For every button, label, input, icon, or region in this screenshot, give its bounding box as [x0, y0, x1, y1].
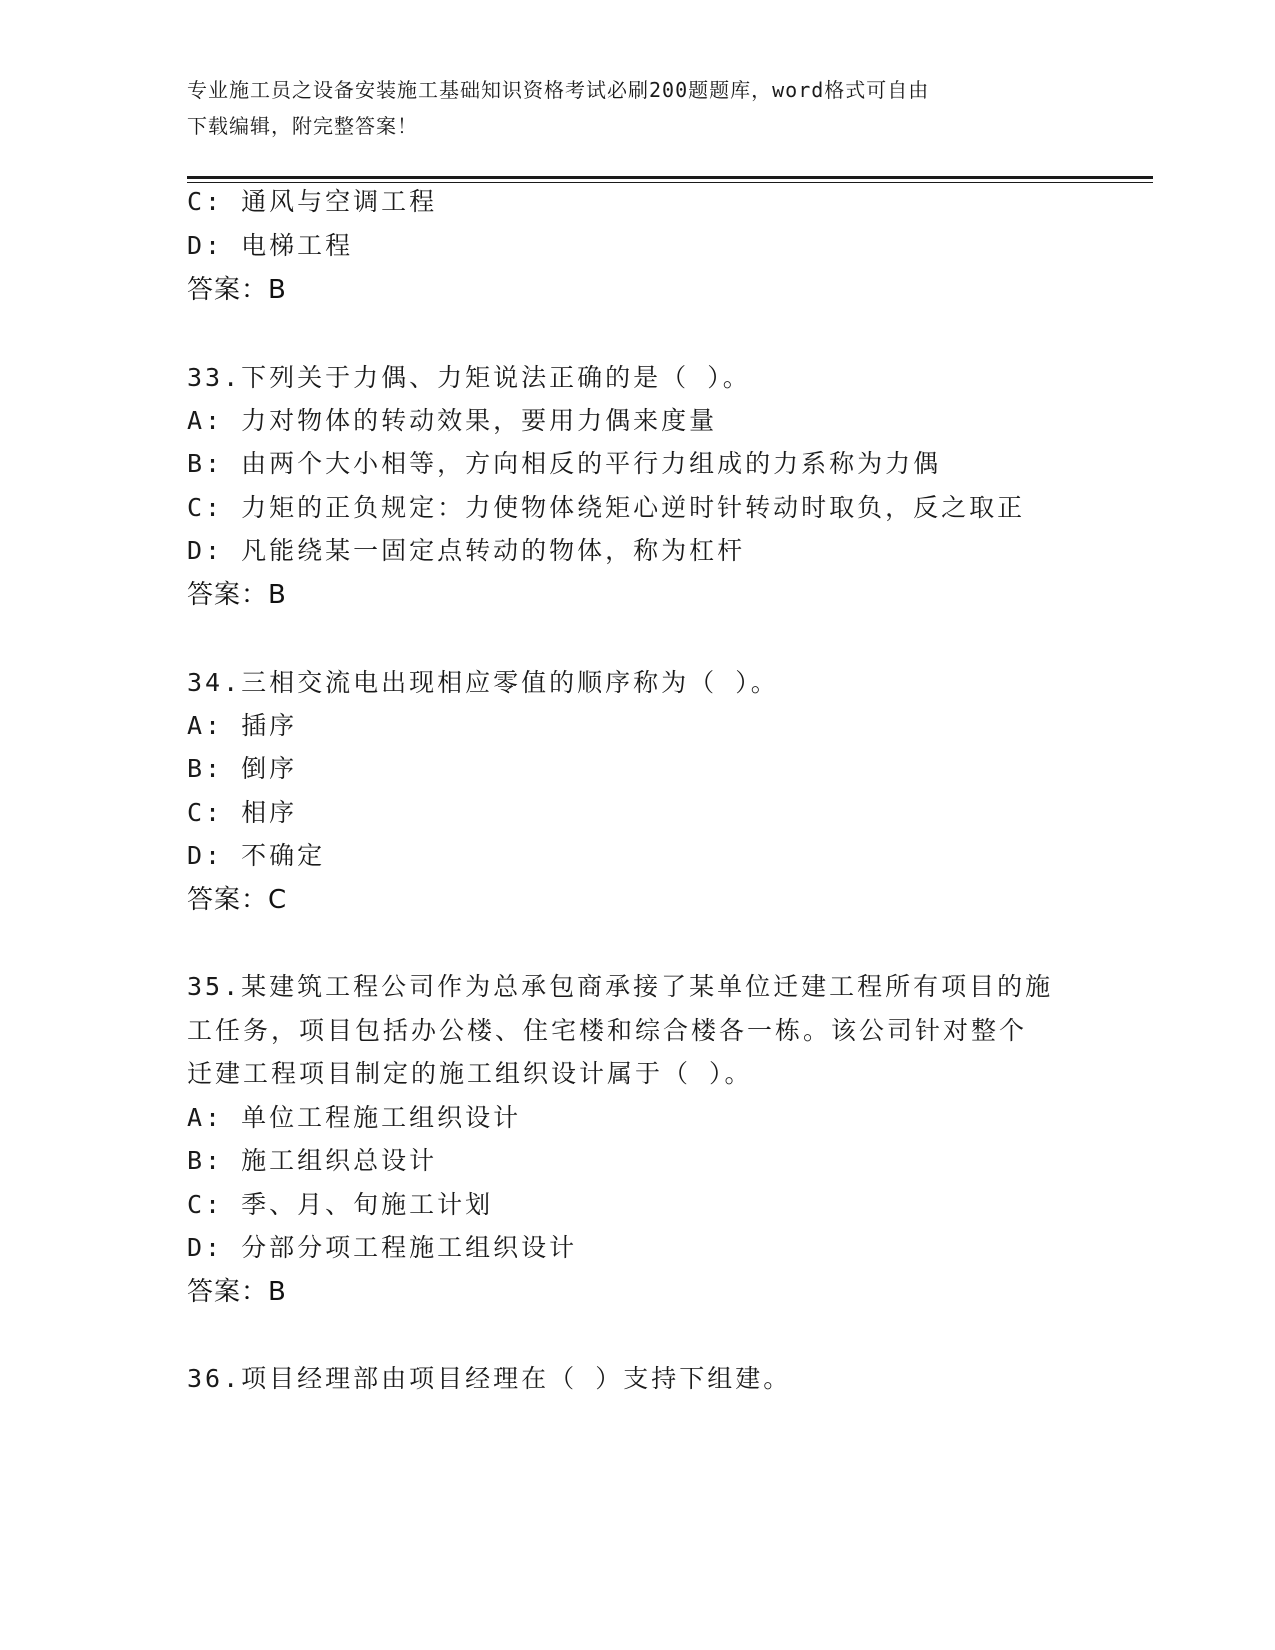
header-title-line-1: 专业施工员之设备安装施工基础知识资格考试必刷200题题库，word格式可自由 [187, 78, 930, 102]
page-header [187, 72, 1087, 144]
q35-answer: 答案：B [187, 1277, 287, 1307]
q36-question: 36.项目经理部由项目经理在（ ）支持下组建。 [187, 1364, 792, 1393]
q33-option-d: D: 凡能绕某一固定点转动的物体，称为杠杆 [187, 536, 746, 565]
q34-option-a: A: 插序 [187, 711, 298, 740]
q32-option-c: C: 通风与空调工程 [187, 187, 438, 216]
header-title-line-2: 下载编辑，附完整答案！ [187, 114, 418, 138]
q33-question: 33.下列关于力偶、力矩说法正确的是（ ）。 [187, 363, 751, 392]
q35-option-a: A: 单位工程施工组织设计 [187, 1103, 522, 1132]
header-divider-thin [187, 182, 1153, 183]
q33-answer: 答案：B [187, 580, 287, 610]
q33-option-a: A: 力对物体的转动效果，要用力偶来度量 [187, 406, 718, 435]
q32-answer: 答案：B [187, 275, 287, 305]
q35-option-b: B: 施工组织总设计 [187, 1146, 438, 1175]
q34-option-d: D: 不确定 [187, 841, 326, 870]
q35-option-d: D: 分部分项工程施工组织设计 [187, 1233, 578, 1262]
q35-question-line-1: 35.某建筑工程公司作为总承包商承接了某单位迁建工程所有项目的施 [187, 972, 1054, 1001]
q34-answer: 答案：C [187, 885, 288, 915]
header-divider-thick [187, 176, 1153, 179]
q34-option-b: B: 倒序 [187, 754, 298, 783]
q32-option-d: D: 电梯工程 [187, 231, 354, 260]
q34-question: 34.三相交流电出现相应零值的顺序称为（ ）。 [187, 668, 779, 697]
q35-question-line-2: 工任务，项目包括办公楼、住宅楼和综合楼各一栋。该公司针对整个 [187, 1016, 1028, 1045]
q33-option-b: B: 由两个大小相等，方向相反的平行力组成的力系称为力偶 [187, 449, 942, 478]
q33-option-c: C: 力矩的正负规定：力使物体绕矩心逆时针转动时取负，反之取正 [187, 493, 1026, 522]
q34-option-c: C: 相序 [187, 798, 298, 827]
q35-question-line-3: 迁建工程项目制定的施工组织设计属于（ ）。 [187, 1059, 753, 1088]
q35-option-c: C: 季、月、旬施工计划 [187, 1190, 494, 1219]
